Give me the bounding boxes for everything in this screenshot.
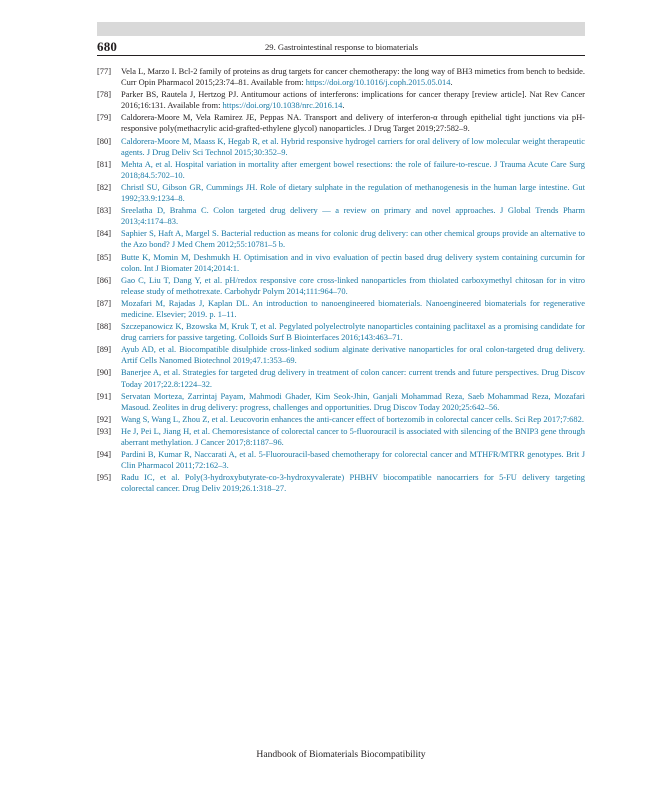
reference-number: [87]	[97, 297, 112, 308]
reference-text[interactable]: Butte K, Momin M, Deshmukh H. Optimisation and in vivo evaluation of pectin based drug delivery system containing curcumin for colon. Int J Biomater 2014;2014:1.	[121, 251, 585, 273]
reference-item[interactable]	[97, 275, 585, 297]
reference-text: Caldorera-Moore M, Vela Ramirez JE, Peppas NA. Transport and delivery of interferon-α through epithelial tight junctions via pH-responsive poly(methacrylic acid-grafted-ethylene glycol) nanoparticles. J Drug Target 2019;27:582–9.	[121, 112, 585, 134]
reference-number: [91]	[97, 390, 112, 401]
reference-number: [90]	[97, 367, 112, 378]
reference-text[interactable]: Christl SU, Gibson GR, Cummings JH. Role of dietary sulphate in the regulation of methanogenesis in the human large intestine. Gut 1992;33.9:1234–8.	[121, 181, 585, 204]
reference-item[interactable]	[97, 367, 585, 389]
reference-item	[97, 66, 585, 88]
reference-text[interactable]: Pardini B, Kumar R, Naccarati A, et al. 5-Fluorouracil-based chemotherapy for colorectal cancer and MTHFR/MTRR genotypes. Brit J Clin Pharmacol 2011;72:162–3.	[121, 449, 585, 471]
reference-number: [88]	[97, 321, 112, 332]
footer-book-title: Handbook of Biomaterials Biocompatibility	[256, 749, 426, 760]
reference-text[interactable]: Radu IC, et al. Poly(3-hydroxybutyrate-co-3-hydroxyvalerate) PHBHV biocompatible nanocarriers for 5-FU delivery targeting colorectal cancer. Drug Deliv 2019;26.1:318–27.	[121, 472, 585, 494]
reference-text[interactable]: Banerjee A, et al. Strategies for targeted drug delivery in treatment of colon cancer: current trends and future perspectives. Drug Discov Today 2017;22.8:1224–32.	[121, 367, 585, 389]
reference-item[interactable]	[97, 136, 585, 158]
reference-number: [93]	[97, 425, 112, 436]
reference-item[interactable]	[97, 182, 585, 204]
reference-number: [80]	[97, 135, 112, 146]
reference-text[interactable]: Mehta A, et al. Hospital variation in mortality after emergent bowel resections: the role of failure-to-rescue. J Trauma Acute Care Surg 2018;84.5:702–10.	[121, 158, 585, 180]
header-bar	[97, 22, 585, 36]
doi-link[interactable]: https://doi.org/10.1038/nrc.2016.14	[222, 100, 343, 111]
doi-link[interactable]: https://doi.org/10.1016/j.coph.2015.05.014	[305, 77, 451, 88]
reference-number: [79]	[97, 112, 112, 123]
reference-number: [89]	[97, 344, 112, 355]
reference-text[interactable]: Szczepanowicz K, Bzowska M, Kruk T, et al. Pegylated polyelectrolyte nanoparticles containing paclitaxel as a promising candidate for drug carriers for passive targeting. Colloids Surf B Biointerfaces 2016;143:463–71.	[121, 321, 585, 343]
reference-number: [84]	[97, 228, 112, 239]
reference-text[interactable]: Servatan Morteza, Zarrintaj Payam, Mahmodi Ghader, Kim Seok-Jhin, Ganjali Mohammad Reza, Saeb Mohammad Reza, Mozafari Masoud. Zeolites in drug delivery: progress, challenges and opportunities. Drug Discov Today 2020;25:642–56.	[121, 390, 585, 412]
reference-text[interactable]: Wang S, Wang L, Zhou Z, et al. Leucovorin enhances the anti-cancer effect of bortezomib in colorectal cancer cells. Sci Rep 2017;7:682.	[121, 413, 584, 424]
reference-item[interactable]	[97, 228, 585, 250]
reference-number: [95]	[97, 472, 112, 483]
reference-item[interactable]	[97, 449, 585, 471]
reference-number: [82]	[97, 181, 112, 192]
reference-item[interactable]	[97, 344, 585, 366]
reference-item[interactable]	[97, 391, 585, 413]
reference-text[interactable]: He J, Pei L, Jiang H, et al. Chemoresistance of colorectal cancer to 5-fluorouracil is associated with silencing of the BNIP3 gene through aberrant methylation. J Cancer 2017;8:1187–96.	[121, 425, 585, 447]
reference-number: [92]	[97, 413, 112, 424]
reference-number: [85]	[97, 251, 112, 262]
reference-item	[97, 89, 585, 111]
reference-number: [83]	[97, 205, 112, 216]
page-header	[97, 40, 585, 56]
reference-text[interactable]: Ayub AD, et al. Biocompatible disulphide cross-linked sodium alginate derivative nanoparticles for oral colon-targeted drug delivery. Artif Cells Nanomed Biotechnol 2019;47.1:353–69.	[121, 344, 585, 366]
reference-text: Vela L, Marzo I. Bcl-2 family of proteins as drug targets for cancer chemotherapy: the long way of BH3 mimetics from bench to bedside. Curr Opin Pharmacol 2015;23:74–81. Available from:	[121, 66, 585, 88]
reference-number: [86]	[97, 274, 112, 285]
reference-item[interactable]	[97, 472, 585, 494]
reference-number: [78]	[97, 89, 112, 100]
reference-item[interactable]	[97, 252, 585, 274]
reference-text[interactable]: Mozafari M, Rajadas J, Kaplan DL. An introduction to nanoengineered biomaterials. Nanoengineered biomaterials for regenerative medicine. Elsevier; 2019. p. 1–11.	[121, 297, 585, 319]
reference-tail: .	[342, 100, 345, 111]
reference-text: Parker BS, Rautela J, Hertzog PJ. Antitumour actions of interferons: implications for cancer therapy [review article]. Nat Rev Cancer 2016;16:131. Available from:	[121, 89, 585, 111]
reference-text[interactable]: Caldorera-Moore M, Maass K, Hegab R, et al. Hybrid responsive hydrogel carriers for oral delivery of low molecular weight therapeutic agents. J Drug Deliv Sci Technol 2015;30:352–9.	[121, 135, 585, 157]
reference-list	[97, 66, 585, 495]
header-divider	[97, 55, 585, 56]
reference-text[interactable]: Sreelatha D, Brahma C. Colon targeted drug delivery — a review on primary and novel approaches. J Global Trends Pharm 2013;4:1174–83.	[121, 205, 585, 227]
reference-text[interactable]: Gao C, Liu T, Dang Y, et al. pH/redox responsive core cross-linked nanoparticles from thiolated carboxymethyl chitosan for in vitro release study of methotrexate. Carbohydr Polym 2014;111:964–70.	[121, 274, 585, 296]
reference-item[interactable]	[97, 426, 585, 448]
reference-item[interactable]	[97, 298, 585, 320]
reference-item[interactable]	[97, 414, 585, 425]
reference-tail: .	[450, 77, 453, 88]
reference-item[interactable]	[97, 159, 585, 181]
reference-item[interactable]	[97, 205, 585, 227]
reference-text[interactable]: Saphier S, Haft A, Margel S. Bacterial reduction as means for colonic drug delivery: can other chemical groups provide an alternative to the Azo bond? J Med Chem 2012;55:10781–5 b.	[121, 228, 585, 250]
chapter-title: 29. Gastrointestinal response to biomaterials	[265, 42, 418, 52]
reference-number: [81]	[97, 158, 112, 169]
reference-number: [94]	[97, 449, 112, 460]
reference-item	[97, 112, 585, 134]
reference-item[interactable]	[97, 321, 585, 343]
page-number: 680	[97, 39, 118, 54]
reference-number: [77]	[97, 66, 112, 76]
